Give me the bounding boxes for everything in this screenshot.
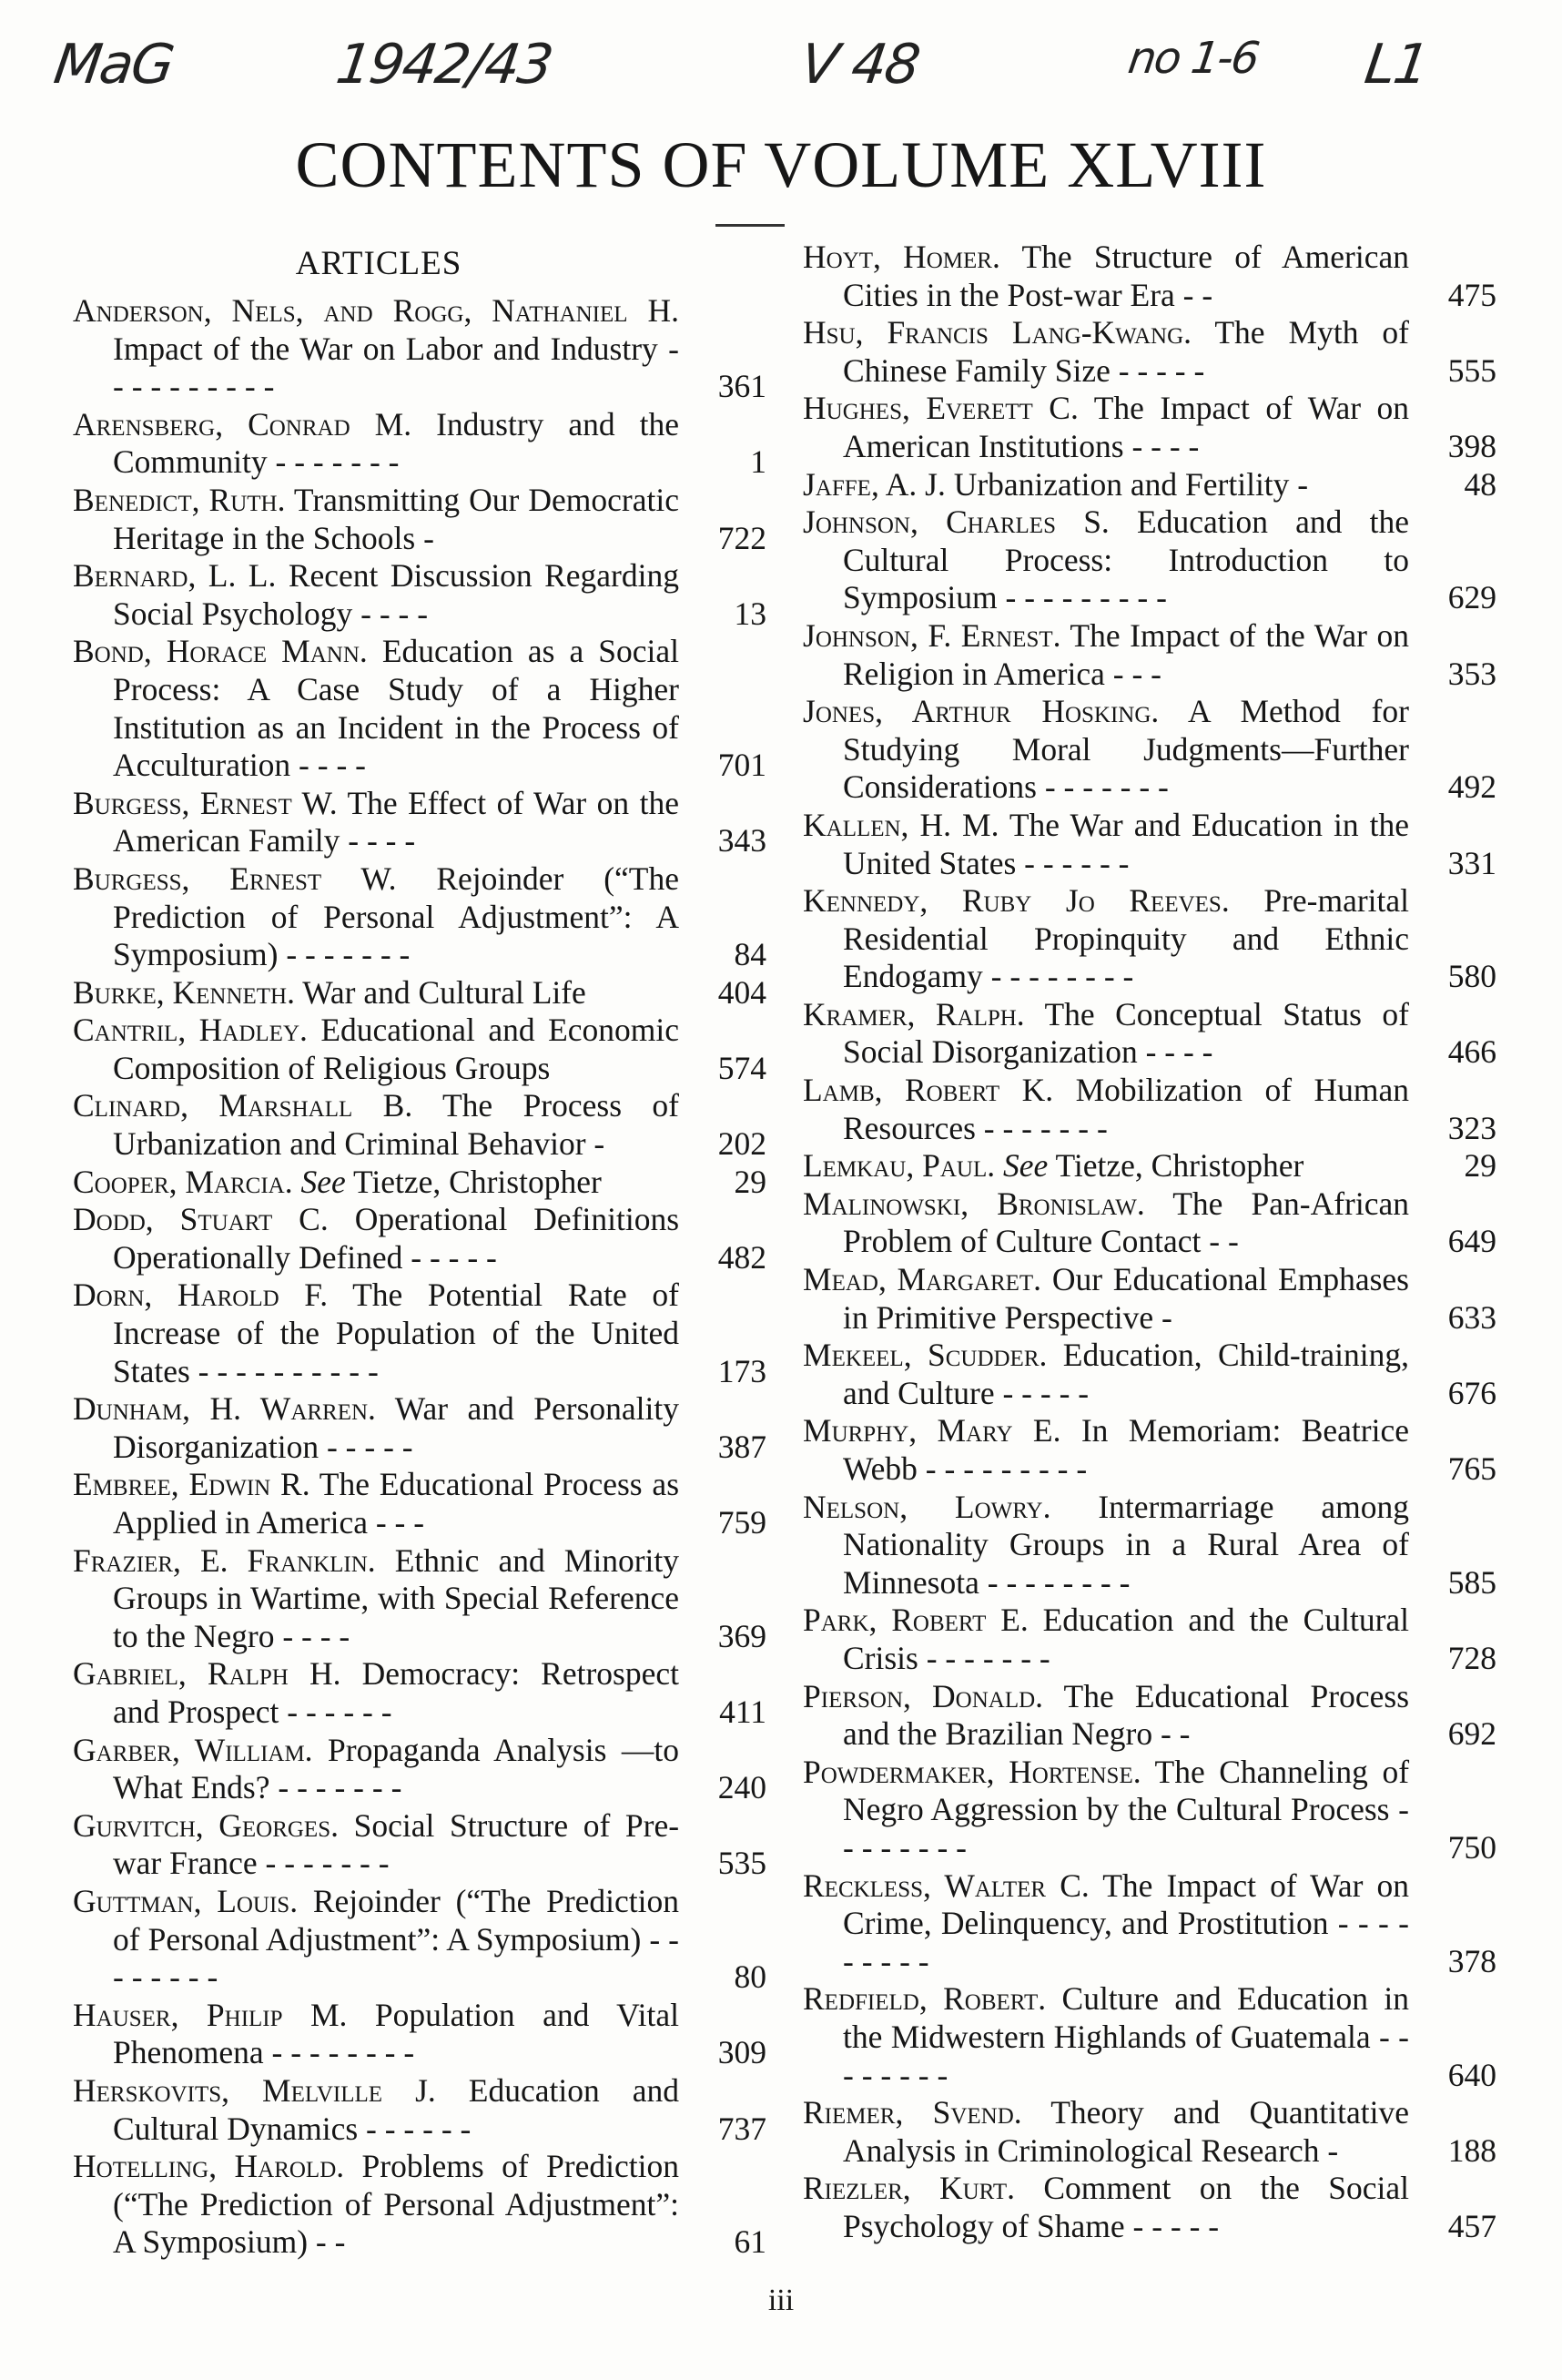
entry-page-number: 737 bbox=[717, 2110, 766, 2147]
entry-page-number: 343 bbox=[717, 822, 766, 859]
toc-entry-text bbox=[803, 1412, 1409, 1488]
entry-title: A Method for Studying Moral Judgments—Further Considerations - - - - - - - bbox=[843, 693, 1409, 806]
entry-title: Education, Child-training, and Culture - - - - - bbox=[843, 1337, 1410, 1411]
entry-author: Kennedy, Ruby Jo Reeves. bbox=[803, 882, 1230, 920]
entry-title: Ethnic and Minority Groups in Wartime, with Special Reference to the Negro - - - - bbox=[113, 1541, 679, 1654]
toc-entry-text bbox=[803, 693, 1409, 807]
entry-title: The Effect of War on the American Family - - - - bbox=[113, 784, 680, 859]
toc-entry-text bbox=[803, 239, 1409, 314]
entry-author: Bond, Horace Mann. bbox=[73, 633, 368, 670]
entry-title: Culture and Education in the Midwestern Highlands of Guatemala - - - - - - - - bbox=[843, 1980, 1410, 2093]
toc-entry-text bbox=[803, 1489, 1409, 1602]
toc-entry-text bbox=[803, 1147, 1409, 1185]
toc-entry bbox=[803, 1867, 1496, 1981]
entry-author: Kallen, H. M. bbox=[803, 806, 999, 843]
toc-entry bbox=[73, 1276, 766, 1390]
entry-title: Problems of Prediction (“The Prediction of Personal Adjustment”: A Symposium) - - bbox=[113, 2148, 679, 2261]
entry-title: Population and Vital Phenomena - - - - - - - - bbox=[113, 1996, 679, 2071]
toc-entry bbox=[73, 785, 766, 860]
entry-page-number: 535 bbox=[717, 1845, 766, 1882]
page-title: CONTENTS OF VOLUME XLVIII bbox=[295, 128, 1267, 201]
toc-entry bbox=[803, 1147, 1496, 1185]
toc-entry-text bbox=[803, 1261, 1409, 1337]
left-entry-list bbox=[73, 292, 766, 2262]
entry-author: Redfield, Robert. bbox=[803, 1980, 1047, 2018]
toc-entry-text bbox=[73, 1276, 679, 1390]
entry-page-number: 555 bbox=[1447, 351, 1496, 389]
entry-page-number: 61 bbox=[734, 2223, 766, 2261]
handwritten-note-3: V 48 bbox=[796, 33, 923, 97]
handwritten-note-1: MaG bbox=[50, 33, 177, 97]
toc-entry-text bbox=[73, 1807, 679, 1883]
toc-entry-text bbox=[803, 1602, 1409, 1677]
entry-page-number: 84 bbox=[734, 936, 766, 973]
entry-title: See Tietze, Christopher bbox=[1002, 1147, 1304, 1185]
entry-page-number: 765 bbox=[1447, 1450, 1496, 1487]
entry-author: Jaffe, A. J. bbox=[803, 465, 946, 503]
entry-author: Jones, Arthur Hosking. bbox=[803, 693, 1160, 730]
toc-entry bbox=[803, 1261, 1496, 1337]
entry-author: Hotelling, Harold. bbox=[73, 2148, 345, 2185]
toc-entry bbox=[803, 1185, 1496, 1261]
handwritten-annotations bbox=[0, 20, 1562, 129]
entry-page-number: 398 bbox=[1447, 427, 1496, 464]
entry-author: Hoyt, Homer. bbox=[803, 239, 1000, 275]
entry-author: Burke, Kenneth. bbox=[73, 973, 295, 1011]
entry-page-number: 482 bbox=[717, 1238, 766, 1276]
toc-entry bbox=[73, 1883, 766, 1997]
entry-title: Our Educational Emphases in Primitive Perspective - bbox=[843, 1261, 1409, 1336]
toc-entry bbox=[803, 1412, 1496, 1488]
entry-author: Herskovits, Melville J. bbox=[73, 2071, 436, 2109]
toc-entry-text bbox=[803, 390, 1409, 465]
entry-page-number: 574 bbox=[717, 1049, 766, 1086]
toc-entry bbox=[73, 974, 766, 1012]
toc-entry-text bbox=[73, 557, 679, 633]
toc-entry-text bbox=[803, 1980, 1409, 2094]
entry-title: Comment on the Social Psychology of Shame - - - - - bbox=[843, 2170, 1409, 2244]
toc-entry bbox=[803, 2170, 1496, 2245]
toc-entry bbox=[73, 860, 766, 974]
toc-entry-text bbox=[73, 482, 679, 557]
entry-title: The War and Education in the United States - - - - - - bbox=[843, 806, 1410, 881]
entry-author: Burgess, Ernest W. bbox=[73, 859, 397, 897]
entry-page-number: 701 bbox=[717, 747, 766, 784]
toc-entry-text bbox=[73, 1164, 679, 1202]
entry-title: Transmitting Our Democratic Heritage in the Schools - bbox=[113, 481, 679, 556]
toc-entry bbox=[803, 466, 1496, 504]
entry-page-number: 48 bbox=[1464, 465, 1496, 503]
entry-author: Dorn, Harold F. bbox=[73, 1276, 329, 1314]
entry-author: Gabriel, Ralph H. bbox=[73, 1655, 341, 1693]
handwritten-note-4: no 1-6 bbox=[1125, 33, 1262, 84]
title-rule bbox=[715, 224, 785, 227]
toc-entry-text bbox=[803, 882, 1409, 996]
toc-entry-text bbox=[803, 996, 1409, 1072]
entry-page-number: 411 bbox=[719, 1693, 766, 1730]
toc-entry bbox=[803, 1602, 1496, 1677]
left-column bbox=[73, 239, 766, 2262]
entry-page-number: 378 bbox=[1447, 1942, 1496, 1979]
entry-title: The Channeling of Negro Aggression by the Cultural Process - - - - - - - - bbox=[843, 1753, 1410, 1866]
entry-page-number: 387 bbox=[717, 1428, 766, 1465]
toc-entry-text bbox=[803, 314, 1409, 390]
entry-title: The Educational Process as Applied in America - - - bbox=[113, 1466, 680, 1541]
entry-author: Embree, Edwin R. bbox=[73, 1466, 310, 1503]
toc-entry bbox=[803, 1072, 1496, 1147]
toc-entry bbox=[73, 1390, 766, 1466]
toc-entry-text bbox=[803, 807, 1409, 882]
entry-title: See Tietze, Christopher bbox=[300, 1163, 602, 1200]
entry-page-number: 331 bbox=[1447, 844, 1496, 881]
entry-author: Johnson, F. Ernest. bbox=[803, 616, 1061, 654]
toc-entry bbox=[803, 1678, 1496, 1754]
toc-entry bbox=[803, 503, 1496, 617]
entry-author: Guttman, Louis. bbox=[73, 1882, 299, 1919]
entry-title: War and Cultural Life bbox=[302, 973, 586, 1011]
entry-author: Park, Robert E. bbox=[803, 1602, 1029, 1639]
entry-page-number: 323 bbox=[1447, 1109, 1496, 1146]
entry-title: Education and the Cultural Crisis - - - - - - - bbox=[843, 1602, 1410, 1676]
toc-entry-text bbox=[73, 1997, 679, 2072]
toc-entry bbox=[73, 292, 766, 406]
entry-author: Malinowski, Bronislaw. bbox=[803, 1185, 1145, 1222]
toc-entry-text bbox=[803, 1754, 1409, 1867]
toc-entry bbox=[73, 1466, 766, 1541]
entry-title: Education and the Cultural Process: Introduction to Symposium - - - - - - - - - bbox=[843, 503, 1410, 616]
entry-title: Social Structure of Pre-war France - - - - - - - bbox=[113, 1806, 680, 1882]
entry-title: The Potential Rate of Increase of the Population of the United States - - - - - - - - - - bbox=[113, 1276, 679, 1389]
entry-author: Bernard, L. L. bbox=[73, 557, 277, 595]
toc-entry bbox=[73, 1087, 766, 1163]
toc-entry-text bbox=[803, 1678, 1409, 1754]
entry-title: The Impact of the War on Religion in America - - - bbox=[843, 616, 1409, 692]
toc-entry bbox=[803, 617, 1496, 693]
toc-entry-text bbox=[803, 1072, 1409, 1147]
entry-title: Rejoinder (“The Prediction of Personal Adjustment”: A Symposium) - - - - - - - bbox=[113, 859, 680, 973]
toc-entry-text bbox=[73, 1655, 679, 1731]
toc-entry-text bbox=[803, 617, 1409, 693]
toc-entry-text bbox=[73, 1466, 679, 1541]
toc-entry-text bbox=[73, 2148, 679, 2262]
entry-author: Clinard, Marshall B. bbox=[73, 1087, 413, 1124]
entry-title: Pre-marital Residential Propinquity and Ethnic Endogamy - - - - - - - - bbox=[843, 882, 1409, 995]
entry-page-number: 240 bbox=[717, 1769, 766, 1806]
entry-author: Cantril, Hadley. bbox=[73, 1012, 308, 1049]
entry-author: Reckless, Walter C. bbox=[803, 1866, 1090, 1904]
toc-entry bbox=[803, 996, 1496, 1072]
entry-title: Recent Discussion Regarding Social Psychology - - - - bbox=[113, 557, 679, 632]
toc-entry bbox=[73, 482, 766, 557]
entry-title: Democracy: Retrospect and Prospect - - - - - - bbox=[113, 1655, 679, 1730]
toc-entry bbox=[73, 1542, 766, 1656]
entry-title: Urbanization and Fertility - bbox=[953, 465, 1309, 503]
entry-page-number: 29 bbox=[734, 1163, 766, 1200]
entry-title: The Impact of War on Crime, Delinquency, and Prostitution - - - - - - - - - bbox=[843, 1866, 1409, 1979]
entry-page-number: 13 bbox=[734, 595, 766, 632]
entry-title: The Conceptual Status of Social Disorganization - - - - bbox=[843, 995, 1409, 1071]
entry-page-number: 353 bbox=[1447, 655, 1496, 692]
entry-page-number: 676 bbox=[1447, 1374, 1496, 1411]
entry-page-number: 649 bbox=[1447, 1223, 1496, 1260]
toc-entry-text bbox=[803, 2170, 1409, 2245]
handwritten-note-5: L1 bbox=[1361, 33, 1432, 97]
entry-page-number: 722 bbox=[717, 519, 766, 556]
entry-page-number: 640 bbox=[1447, 2056, 1496, 2093]
entry-author: Hauser, Philip M. bbox=[73, 1996, 348, 2033]
entry-author: Dunham, H. Warren. bbox=[73, 1390, 376, 1428]
entry-title: Industry and the Community - - - - - - - bbox=[113, 405, 680, 481]
toc-entry bbox=[73, 1997, 766, 2072]
entry-author: Hughes, Everett C. bbox=[803, 390, 1079, 427]
entry-author: Cooper, Marcia. bbox=[73, 1163, 293, 1200]
toc-entry bbox=[803, 1489, 1496, 1602]
toc-entry-text bbox=[73, 292, 679, 406]
entry-author: Arensberg, Conrad M. bbox=[73, 405, 412, 442]
entry-title: The Process of Urbanization and Criminal Behavior - bbox=[113, 1087, 679, 1163]
entry-author: Dodd, Stuart C. bbox=[73, 1201, 329, 1238]
entry-page-number: 80 bbox=[734, 1958, 766, 1996]
entry-author: Powdermaker, Hortense. bbox=[803, 1753, 1141, 1790]
toc-entry bbox=[73, 1164, 766, 1202]
entry-title: Theory and Quantitative Analysis in Criminological Research - bbox=[843, 2094, 1409, 2169]
toc-entry bbox=[73, 557, 766, 633]
entry-title: War and Personality Disorganization - - - - - bbox=[113, 1390, 679, 1465]
entry-page-number: 457 bbox=[1447, 2207, 1496, 2244]
toc-entry bbox=[73, 1655, 766, 1731]
entry-author: Mekeel, Scudder. bbox=[803, 1337, 1048, 1374]
entry-author: Anderson, Nels, and Rogg, Nathaniel H. bbox=[73, 292, 679, 329]
toc-entry-text bbox=[803, 1867, 1409, 1981]
entry-author: Hsu, Francis Lang-Kwang. bbox=[803, 314, 1192, 351]
entry-page-number: 29 bbox=[1464, 1147, 1496, 1185]
entry-page-number: 1 bbox=[750, 443, 766, 481]
toc-entry-text bbox=[803, 503, 1409, 617]
entry-author: Lamb, Robert K. bbox=[803, 1072, 1054, 1109]
entry-author: Riemer, Svend. bbox=[803, 2094, 1022, 2131]
toc-entry bbox=[73, 1807, 766, 1883]
toc-entry-text bbox=[73, 406, 679, 482]
toc-entry bbox=[803, 807, 1496, 882]
entry-author: Lemkau, Paul. bbox=[803, 1147, 996, 1185]
entry-author: Benedict, Ruth. bbox=[73, 481, 286, 518]
entry-title: In Memoriam: Beatrice Webb - - - - - - - - - bbox=[843, 1412, 1409, 1487]
toc-entry bbox=[73, 406, 766, 482]
entry-page-number: 728 bbox=[1447, 1639, 1496, 1676]
entry-title: Mobilization of Human Resources - - - - - - - bbox=[843, 1072, 1410, 1146]
toc-entry-text bbox=[73, 785, 679, 860]
entry-title: The Impact of War on American Institutions - - - - bbox=[843, 390, 1409, 464]
toc-entry-text bbox=[73, 1883, 679, 1997]
toc-entry-text bbox=[73, 1087, 679, 1163]
entry-title: Intermarriage among Nationality Groups in a Rural Area of Minnesota - - - - - - - - bbox=[843, 1488, 1409, 1601]
entry-title: Impact of the War on Labor and Industry - - - - - - - - - - bbox=[113, 330, 679, 405]
toc-entry bbox=[803, 239, 1496, 314]
page-folio: iii bbox=[767, 2283, 795, 2317]
toc-entry-text bbox=[73, 2072, 679, 2148]
entry-author: Pierson, Donald. bbox=[803, 1677, 1044, 1714]
entry-author: Nelson, Lowry. bbox=[803, 1488, 1051, 1525]
entry-page-number: 475 bbox=[1447, 276, 1496, 313]
entry-page-number: 580 bbox=[1447, 958, 1496, 995]
entry-page-number: 692 bbox=[1447, 1715, 1496, 1753]
toc-entry-text bbox=[73, 974, 679, 1012]
entry-title: The Pan-African Problem of Culture Contact - - bbox=[843, 1185, 1410, 1260]
toc-entry-text bbox=[73, 1542, 679, 1656]
entry-author: Johnson, Charles S. bbox=[803, 503, 1110, 541]
toc-entry-text bbox=[803, 1337, 1409, 1412]
entry-title: Operational Definitions Operationally Defined - - - - - bbox=[113, 1201, 680, 1276]
entry-author: Mead, Margaret. bbox=[803, 1261, 1042, 1298]
toc-entry bbox=[73, 633, 766, 784]
toc-entry bbox=[803, 314, 1496, 390]
toc-entry bbox=[73, 1012, 766, 1087]
toc-entry bbox=[803, 882, 1496, 996]
entry-page-number: 466 bbox=[1447, 1033, 1496, 1071]
entry-author: Murphy, Mary E. bbox=[803, 1412, 1061, 1449]
right-entry-list bbox=[803, 239, 1496, 2245]
entry-title: The Structure of American Cities in the Post-war Era - - bbox=[843, 239, 1410, 313]
entry-title: Propaganda Analysis —to What Ends? - - - - - - - bbox=[113, 1731, 679, 1806]
entry-author: Garber, William. bbox=[73, 1731, 313, 1768]
entry-author: Burgess, Ernest W. bbox=[73, 784, 338, 821]
entry-title: The Educational Process and the Brazilian Negro - - bbox=[843, 1677, 1410, 1753]
toc-entry-text bbox=[73, 1732, 679, 1807]
toc-entry-text bbox=[73, 1390, 679, 1466]
toc-entry bbox=[803, 2094, 1496, 2170]
toc-entry bbox=[803, 390, 1496, 465]
entry-title: Rejoinder (“The Prediction of Personal Adjustment”: A Symposium) - - - - - - - - bbox=[113, 1882, 680, 1996]
entry-page-number: 361 bbox=[717, 368, 766, 405]
toc-entry bbox=[73, 2148, 766, 2262]
toc-entry bbox=[73, 1732, 766, 1807]
entry-page-number: 759 bbox=[717, 1504, 766, 1541]
entry-author: Frazier, E. Franklin. bbox=[73, 1541, 376, 1579]
entry-page-number: 404 bbox=[717, 973, 766, 1011]
entry-page-number: 633 bbox=[1447, 1298, 1496, 1336]
entry-page-number: 369 bbox=[717, 1617, 766, 1654]
entry-title: Educational and Economic Composition of Religious Groups bbox=[113, 1012, 680, 1086]
entry-author: Kramer, Ralph. bbox=[803, 995, 1025, 1032]
toc-entry-text bbox=[803, 466, 1409, 504]
entry-author: Gurvitch, Georges. bbox=[73, 1806, 339, 1844]
entry-title: Education and Cultural Dynamics - - - - - - bbox=[113, 2071, 679, 2147]
entry-title: Education as a Social Process: A Case Study of a Higher Institution as an Incident in the Process of Acculturation - - - - bbox=[113, 633, 680, 784]
toc-entry bbox=[803, 693, 1496, 807]
entry-page-number: 188 bbox=[1447, 2131, 1496, 2169]
toc-entry bbox=[73, 1201, 766, 1276]
toc-entry bbox=[803, 1337, 1496, 1412]
handwritten-note-2: 1942/43 bbox=[332, 33, 556, 97]
toc-entry-text bbox=[803, 1185, 1409, 1261]
toc-entry-text bbox=[73, 860, 679, 974]
toc-entry-text bbox=[73, 633, 679, 784]
toc-entry bbox=[803, 1754, 1496, 1867]
toc-entry-text bbox=[73, 1201, 679, 1276]
toc-entry bbox=[803, 1980, 1496, 2094]
entry-page-number: 173 bbox=[717, 1352, 766, 1389]
toc-entry-text bbox=[803, 2094, 1409, 2170]
entry-page-number: 629 bbox=[1447, 579, 1496, 616]
right-column bbox=[803, 239, 1496, 2245]
entry-page-number: 309 bbox=[717, 2034, 766, 2071]
entry-title: The Myth of Chinese Family Size - - - - - bbox=[843, 314, 1409, 389]
entry-page-number: 202 bbox=[717, 1125, 766, 1163]
entry-page-number: 585 bbox=[1447, 1563, 1496, 1601]
entry-author: Riezler, Kurt. bbox=[803, 2170, 1015, 2207]
section-heading: ARTICLES bbox=[295, 245, 462, 282]
entry-page-number: 750 bbox=[1447, 1828, 1496, 1866]
entry-page-number: 492 bbox=[1447, 768, 1496, 806]
toc-entry-text bbox=[73, 1012, 679, 1087]
toc-entry bbox=[73, 2072, 766, 2148]
